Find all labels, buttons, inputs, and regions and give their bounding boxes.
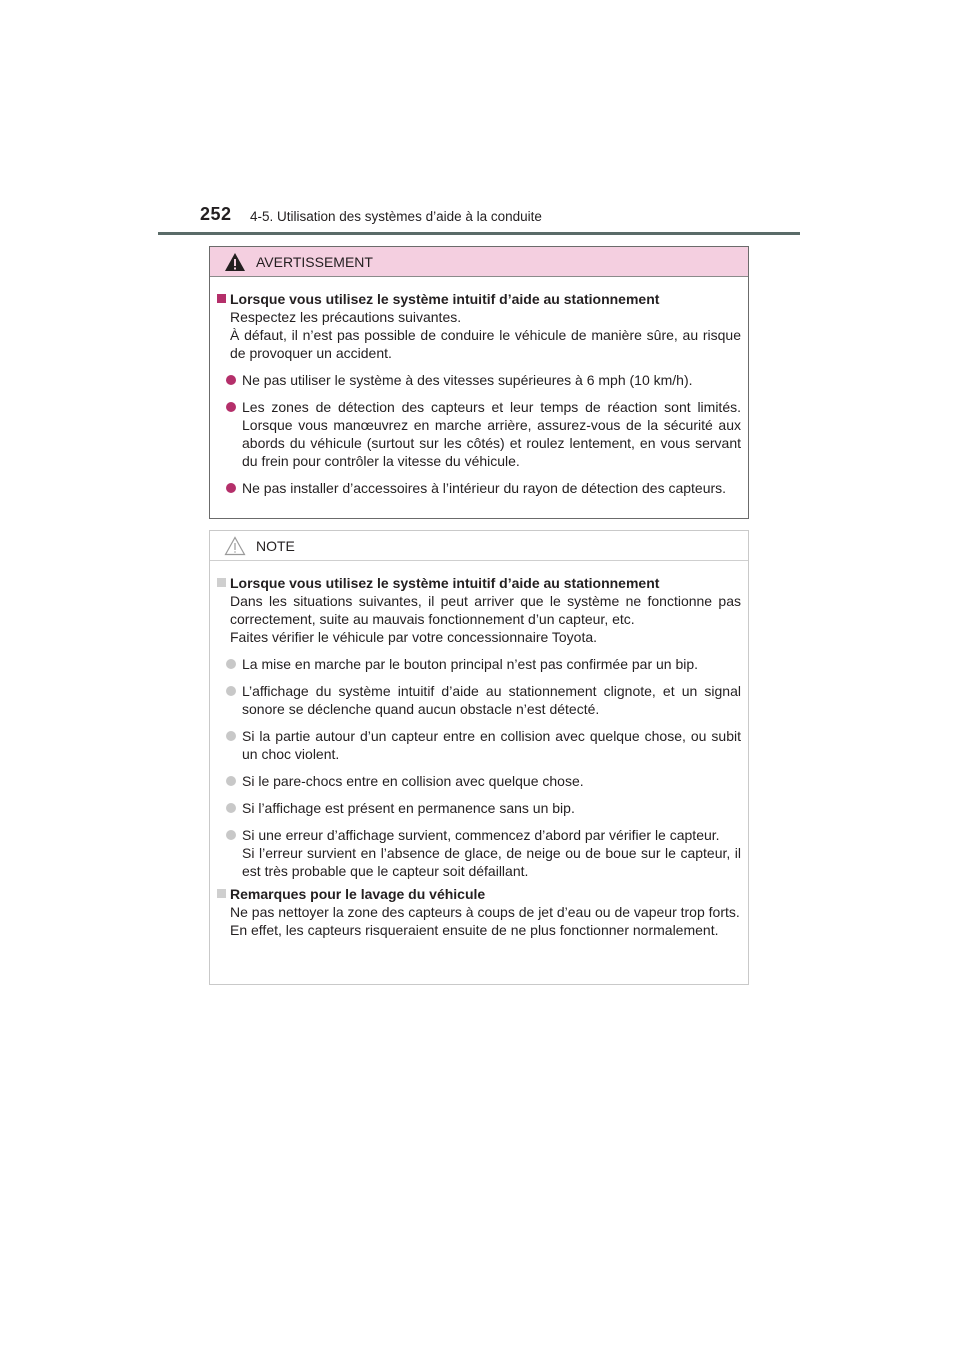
note-heading-1: Lorsque vous utilisez le système intuitif d’aide au stationnement <box>217 574 741 592</box>
warning-intro-2: À défaut, il n’est pas possible de conduire le véhicule de manière sûre, au risque de provoquer un accident. <box>230 327 741 361</box>
last-bullet-line-a: Si une erreur d’affichage survient, commencez d’abord par vérifier le capteur. <box>242 827 720 843</box>
warning-triangle-icon <box>224 252 246 272</box>
list-item: Les zones de détection des capteurs et leur temps de réaction sont limités. Lorsque vous manœuvrez en marche arrière, assurez-vous de la sécurité aux abords du véhicule (surtout sur les côtés) et roulez lentement, en vous servant du frein pour contrôler la vitesse du véhicule. <box>226 398 741 470</box>
section-title: 4-5. Utilisation des systèmes d’aide à la conduite <box>250 209 542 224</box>
round-bullet-icon <box>226 375 236 385</box>
round-bullet-icon <box>226 483 236 493</box>
list-item: Ne pas installer d’accessoires à l’intérieur du rayon de détection des capteurs. <box>226 479 741 497</box>
round-bullet-icon <box>226 731 236 741</box>
list-item <box>226 826 741 880</box>
caution-triangle-icon <box>224 536 246 556</box>
square-bullet-icon <box>217 578 226 587</box>
warning-label: AVERTISSEMENT <box>256 253 373 270</box>
note-header <box>210 531 748 561</box>
round-bullet-icon <box>226 776 236 786</box>
list-item: La mise en marche par le bouton principal n’est pas confirmée par un bip. <box>226 655 741 673</box>
list-item: Si l’affichage est présent en permanence sans un bip. <box>226 799 741 817</box>
page-number: 252 <box>200 204 232 224</box>
note-intro-1b: Faites vérifier le véhicule par votre concessionnaire Toyota. <box>230 629 598 645</box>
round-bullet-icon <box>226 686 236 696</box>
last-bullet-line-b: Si l’erreur survient en l’absence de glace, de neige ou de boue sur le capteur, il est très probable que le capteur soit défaillant. <box>242 845 741 879</box>
note-intro-2a: Ne pas nettoyer la zone des capteurs à coups de jet d’eau ou de vapeur trop forts. <box>230 904 740 920</box>
note-intro-1a: Dans les situations suivantes, il peut arriver que le système ne fonctionne pas correctement, suite au mauvais fonctionnement d’un capteur, etc. <box>230 593 741 627</box>
square-bullet-icon <box>217 889 226 898</box>
round-bullet-icon <box>226 830 236 840</box>
note-heading-2: Remarques pour le lavage du véhicule <box>217 885 741 903</box>
note-intro-2b: En effet, les capteurs risqueraient ensuite de ne plus fonctionner normalement. <box>230 922 719 938</box>
square-bullet-icon <box>217 294 226 303</box>
warning-heading: Lorsque vous utilisez le système intuitif d’aide au stationnement <box>217 290 741 308</box>
list-item: Si la partie autour d’un capteur entre en collision avec quelque chose, ou subit un choc violent. <box>226 727 741 763</box>
round-bullet-icon <box>226 659 236 669</box>
warning-header <box>210 247 748 277</box>
list-item: Ne pas utiliser le système à des vitesses supérieures à 6 mph (10 km/h). <box>226 371 741 389</box>
note-label: NOTE <box>256 537 295 554</box>
list-item: L’affichage du système intuitif d’aide au stationnement clignote, et un signal sonore se déclenche quand aucun obstacle n’est détecté. <box>226 682 741 718</box>
round-bullet-icon <box>226 803 236 813</box>
header-rule <box>158 232 800 235</box>
note-box <box>209 530 749 985</box>
warning-intro-1: Respectez les précautions suivantes. <box>230 309 462 325</box>
warning-box <box>209 246 749 519</box>
list-item: Si le pare-chocs entre en collision avec quelque chose. <box>226 772 741 790</box>
round-bullet-icon <box>226 402 236 412</box>
